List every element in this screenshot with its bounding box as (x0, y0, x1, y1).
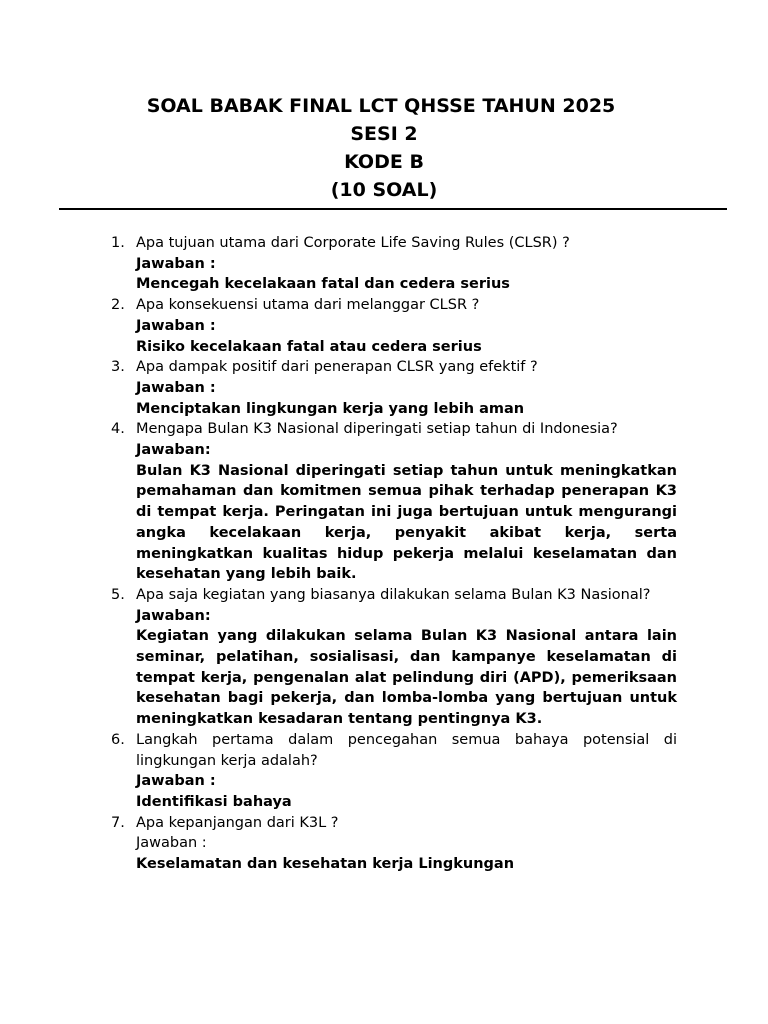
question-item (111, 813, 677, 875)
question-item (111, 357, 677, 419)
question-item (111, 233, 677, 295)
question-text: Apa dampak positif dari penerapan CLSR yang efektif ? (136, 359, 538, 376)
question-item (111, 585, 677, 730)
answer-text: Risiko kecelakaan fatal atau cedera serius (136, 338, 482, 355)
question-text: Langkah pertama dalam pencegahan semua bahaya potensial di lingkungan kerja adalah? (136, 731, 677, 769)
question-number: 6. (111, 731, 125, 748)
document-title: SOAL BABAK FINAL LCT QHSSE TAHUN 2025 (146, 95, 616, 117)
question-number: 2. (111, 297, 125, 314)
question-number: 5. (111, 586, 125, 603)
answer-label: Jawaban : (136, 317, 216, 334)
question-item (111, 419, 677, 585)
question-text: Mengapa Bulan K3 Nasional diperingati setiap tahun di Indonesia? (136, 421, 618, 438)
question-text: Apa konsekuensi utama dari melanggar CLSR ? (136, 297, 480, 314)
answer-label: Jawaban: (136, 607, 211, 624)
question-number: 3. (111, 359, 125, 376)
header-divider (59, 208, 727, 210)
answer-label: Jawaban : (136, 773, 216, 790)
question-count: (10 SOAL) (330, 179, 438, 201)
answer-label: Jawaban : (136, 255, 216, 272)
answer-text: Identifikasi bahaya (136, 793, 292, 810)
answer-text: Kegiatan yang dilakukan selama Bulan K3 Nasional antara lain seminar, pelatihan, sosialisasi, dan kampanye keselamatan di tempat kerja, pengenalan alat pelindung diri (APD), pemeriksaan kesehatan bagi pekerja, dan lomba-lomba yang bertujuan untuk meningkatkan kesadaran tentang pentingnya K3. (136, 628, 677, 728)
answer-text: Menciptakan lingkungan kerja yang lebih aman (136, 400, 525, 417)
question-number: 7. (111, 814, 125, 831)
answer-text: Mencegah kecelakaan fatal dan cedera serius (136, 276, 510, 293)
question-text: Apa saja kegiatan yang biasanya dilakukan selama Bulan K3 Nasional? (136, 586, 651, 603)
answer-text: Bulan K3 Nasional diperingati setiap tahun untuk meningkatkan pemahaman dan komitmen semua pihak terhadap penerapan K3 di tempat kerja. Peringatan ini juga bertujuan untuk mengurangi angka kecelakaan kerja, penyakit akibat kerja, serta meningkatkan kualitas hidup pekerja melalui keselamatan dan kesehatan yang lebih baik. (136, 462, 677, 583)
answer-label: Jawaban : (136, 379, 216, 396)
question-text: Apa kepanjangan dari K3L ? (136, 814, 339, 831)
code-label: KODE B (344, 151, 424, 173)
question-text: Apa tujuan utama dari Corporate Life Saving Rules (CLSR) ? (136, 235, 570, 251)
question-item (111, 295, 677, 357)
session-label: SESI 2 (350, 123, 418, 145)
answer-text: Keselamatan dan kesehatan kerja Lingkungan (136, 856, 515, 873)
question-number: 1. (111, 235, 125, 251)
answer-label: Jawaban: (136, 442, 211, 459)
answer-label: Jawaban : (136, 835, 207, 852)
question-number: 4. (111, 421, 125, 438)
question-list (111, 233, 677, 875)
question-item (111, 730, 677, 813)
document-header (0, 92, 768, 204)
